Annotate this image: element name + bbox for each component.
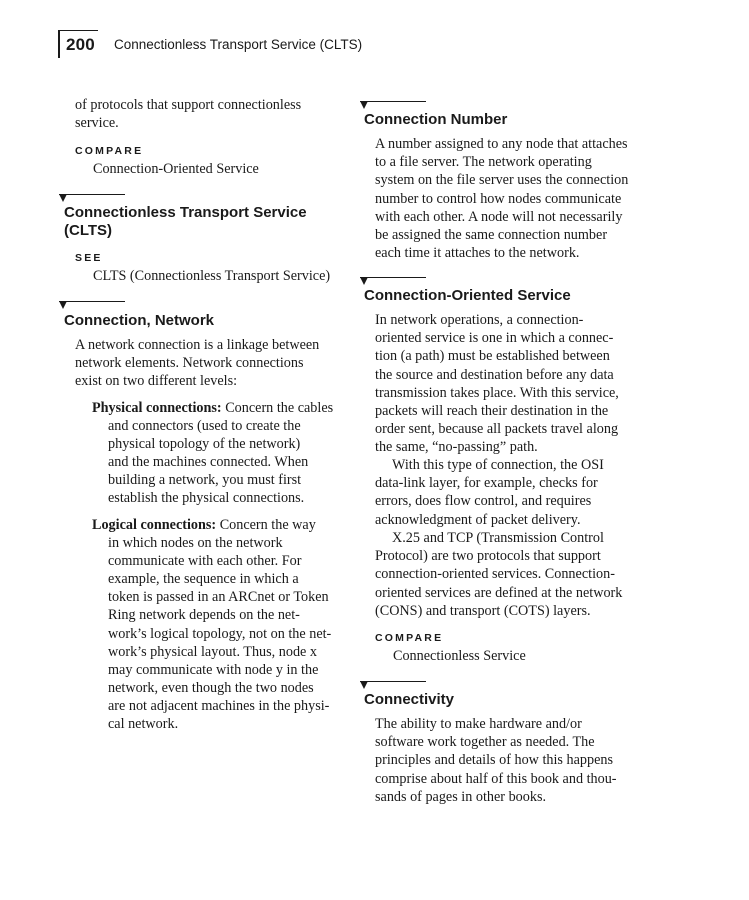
marker-rule (59, 194, 125, 195)
compare-label: COMPARE (75, 145, 144, 157)
entry-marker (360, 101, 426, 111)
text-line: (CONS) and transport (COTS) layers. (375, 602, 591, 619)
connection-oriented-para1 (375, 311, 665, 457)
entry-marker (360, 681, 426, 691)
marker-rule (360, 681, 426, 682)
text-line: system on the file server uses the connection (375, 172, 629, 189)
entry-marker (59, 194, 125, 204)
header-bar (58, 30, 60, 58)
text-line: acknowledgment of packet delivery. (375, 511, 581, 528)
entry-heading-connection-number: Connection Number (364, 111, 508, 128)
text-line: cal network. (108, 716, 179, 733)
term-logical-connections: Logical connections: (92, 517, 217, 533)
text-fragment: Concern the way (219, 517, 316, 533)
text-line: principles and details of how this happens (375, 752, 613, 769)
entry-heading-connection-network: Connection, Network (64, 312, 215, 329)
heading-line: (CLTS) (64, 222, 113, 239)
heading-line: Connectionless Transport Service (64, 204, 307, 221)
marker-rule (360, 101, 426, 102)
running-head (58, 30, 363, 60)
text-line: and connectors (used to create the (108, 418, 301, 435)
header-rule (58, 30, 98, 31)
text-line: Protocol) are two protocols that support (375, 548, 601, 565)
text-line (92, 516, 354, 534)
text-line: and the machines connected. When (108, 454, 309, 471)
text-line: each time it attaches to the network. (375, 245, 580, 262)
text-line: Ring network depends on the net- (108, 607, 300, 624)
text-line: token is passed in an ARCnet or Token (108, 589, 329, 606)
compare-target-link[interactable]: Connectionless Service (393, 648, 526, 664)
connection-oriented-para2 (375, 456, 665, 529)
text-line: work’s logical topology, not on the net- (108, 625, 332, 642)
marker-triangle (360, 101, 368, 109)
logical-connections-item (92, 516, 354, 733)
text-line: The ability to make hardware and/or (375, 716, 582, 732)
compare-target-link[interactable]: Connection-Oriented Service (93, 161, 259, 177)
text-line: physical topology of the network) (108, 436, 301, 453)
text-line: X.25 and TCP (Transmission Control (392, 530, 604, 546)
continuation-text (75, 96, 355, 132)
text-line: with each other. A node will not necessarily (375, 208, 623, 225)
marker-triangle (59, 194, 67, 202)
text-line: sands of pages in other books. (375, 788, 547, 805)
page-number: 200 (66, 35, 95, 54)
see-target-link[interactable]: CLTS (Connectionless Transport Service) (93, 268, 331, 284)
text-line: are not adjacent machines in the physi- (108, 697, 330, 714)
text-line: example, the sequence in which a (108, 571, 299, 588)
text-line: With this type of connection, the OSI (392, 457, 604, 473)
text-line: comprise about half of this book and thou- (375, 770, 617, 787)
text-line: In network operations, a connection- (375, 312, 584, 328)
text-line: service. (75, 115, 119, 132)
entry-marker (360, 277, 426, 287)
text-line: may communicate with node y in the (108, 661, 319, 678)
connection-number-text (375, 135, 665, 262)
marker-triangle (360, 681, 368, 689)
text-line (92, 399, 352, 417)
text-line: work’s physical layout. Thus, node x (108, 643, 317, 660)
marker-rule (59, 301, 125, 302)
text-line: A network connection is a linkage between (75, 337, 320, 353)
term-physical-connections: Physical connections: (92, 400, 222, 416)
entry-marker (59, 301, 125, 311)
text-line: connection-oriented services. Connection- (375, 566, 615, 583)
text-line: in which nodes on the network (108, 535, 283, 552)
entry-heading-connectivity: Connectivity (364, 691, 455, 708)
text-line: to a file server. The network operating (375, 154, 592, 171)
running-title: Connectionless Transport Service (CLTS) (114, 37, 363, 52)
text-line: tion (a path) must be established between (375, 348, 610, 365)
text-line: network elements. Network connections (75, 355, 304, 372)
marker-triangle (360, 277, 368, 285)
marker-triangle (59, 301, 67, 309)
text-line: A number assigned to any node that attaches (375, 136, 628, 152)
text-fragment: Concern the cables (225, 400, 334, 416)
text-line: the same, “no-passing” path. (375, 439, 538, 456)
see-label: SEE (75, 252, 103, 264)
text-line: establish the physical connections. (108, 490, 305, 507)
text-line: oriented service is one in which a connec- (375, 330, 614, 347)
text-line: the source and destination before any data (375, 366, 614, 383)
text-line: oriented services are defined at the network (375, 584, 623, 601)
text-line: packets will reach their destination in the (375, 403, 609, 420)
entry-heading-connection-oriented: Connection-Oriented Service (364, 287, 571, 304)
text-line: number to control how nodes communicate (375, 190, 622, 207)
connection-oriented-para3 (375, 529, 665, 620)
connectivity-text (375, 715, 665, 806)
text-line: of protocols that support connectionless (75, 97, 302, 113)
text-line: software work together as needed. The (375, 734, 595, 751)
text-line: transmission takes place. With this service, (375, 384, 619, 401)
marker-rule (360, 277, 426, 278)
text-line: network, even though the two nodes (108, 679, 314, 696)
text-line: communicate with each other. For (108, 553, 302, 570)
text-line: be assigned the same connection number (375, 227, 608, 244)
text-line: errors, does flow control, and requires (375, 493, 592, 510)
entry-heading-clts (64, 204, 346, 240)
text-line: exist on two different levels: (75, 373, 238, 390)
connection-network-intro (75, 336, 355, 391)
text-line: data-link layer, for example, checks for (375, 475, 598, 492)
compare-label: COMPARE (375, 632, 444, 644)
physical-connections-item (92, 399, 352, 508)
text-line: building a network, you must first (108, 472, 302, 489)
text-line: order sent, because all packets travel along (375, 421, 619, 438)
